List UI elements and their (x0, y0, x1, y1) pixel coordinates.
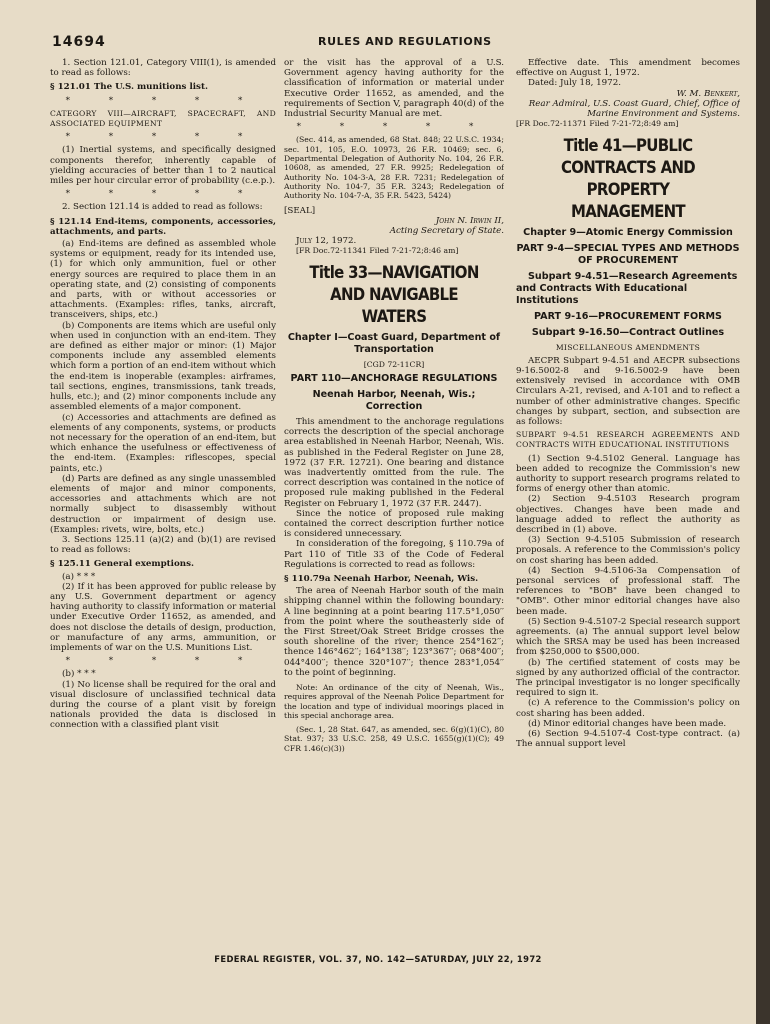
ellipsis-stars: * * * * * (65, 132, 261, 143)
signature-date: July 12, 1972. (296, 236, 357, 247)
paragraph: (1) Section 9-4.5102 General. Language has been added to recognize the Commission's new authority to support research programs related to forms of energy other than atomic. (516, 453, 740, 495)
paragraph: 3. Sections 125.11 (a)(2) and (b)(1) are revised to read as follows: (50, 534, 276, 556)
subpart-heading: Subpart 9-16.50—Contract Outlines (531, 326, 725, 338)
page-footer: FEDERAL REGISTER, VOL. 37, NO. 142—SATURDAY, JULY 22, 1972 (214, 954, 542, 964)
subpart-heading: Subpart 9-4.51—Research Agreements and Contracts With Educational Institutions (516, 270, 738, 306)
signer-name: W. M. Benkert, (676, 88, 740, 99)
part-heading: PART 110—ANCHORAGE REGULATIONS (290, 372, 498, 384)
running-head: RULES AND REGULATIONS (318, 35, 492, 48)
paragraph: (a) End-items are defined as assembled whole systems or equipment, ready for its intended use, (1) for which only ammunition, fuel or other energy sources are required to place them in an operating state, and (2) consisting of components and parts, with or without accessories or attachments. (Examples: rifles, tanks, aircraft, transceivers, ships, etc.) (50, 239, 276, 321)
paragraph: (1) No license shall be required for the oral and visual disclosure of unclassified technical data during the course of a plant visit by foreign nationals provided the data is disclosed in connection with a classified plant visit (50, 679, 276, 731)
docket-number: [CGD 72-11CR] (363, 359, 425, 369)
paragraph: This amendment to the anchorage regulations corrects the description of the special anchorage area established in Neenah Harbor, Neenah, Wis. as published in the Federal Register on June 28, 1972 (37 F.R. 12721). One bearing and distance was inadvertently omitted from the rule. The correct description was contained in the notice of proposed rule making published in the Federal Register on February 1, 1972 (37 F.R. 2447). (284, 416, 504, 509)
category-heading: CATEGORY VIII—AIRCRAFT, SPACECRAFT, AND ASSOCIATED EQUIPMENT (50, 108, 276, 129)
ellipsis-stars: * * * * * (65, 656, 261, 667)
chapter-heading: Chapter I—Coast Guard, Department of Transportation (287, 331, 501, 355)
paragraph: (c) Accessories and attachments are defined as elements of any components, systems, or products not necessary for the operation of an end-item, but which enhance the usefulness or effectiveness of the end-item. (Examples: riflescopes, special paints, etc.) (50, 412, 276, 474)
title-heading: Title 33—NAVIGATION AND NAVIGABLE WATERS (309, 262, 479, 327)
paragraph: (2) Section 9-4.5103 Research program objectives. Changes have been made and language added to reflect the authority as described in (1) above. (516, 494, 740, 535)
paragraph: (b) * * * (62, 669, 96, 680)
paragraph: (d) Parts are defined as any single unassembled elements of major and minor components, accessories and attachments which are not normally subject to disassembly without destruction or impairment of design use. (Examples: rivets, wire, bolts, etc.) (50, 473, 276, 535)
signer-title: Rear Admiral, U.S. Coast Guard, Chief, Office of Marine Environment and Systems. (528, 98, 740, 120)
column-1 (50, 58, 276, 930)
section-heading: § 121.14 End-items, components, accessories, attachments, and parts. (50, 216, 276, 237)
signer-title: Acting Secretary of State. (389, 225, 504, 236)
paragraph: (b) Components are items which are useful only when used in conjunction with an end-item. They are defined as either major or minor: (1) Major components include any assembled elements which form a portion of an end-item without which the end-item is inoperable (examples: airframes, tail sections, engines, transmissions, tank treads, hulls, etc.); and (2) minor components include any assembled elements of a major component. (50, 320, 276, 413)
column-2 (284, 58, 504, 930)
paragraph: (5) Section 9-4.5107-2 Special research support agreements. (a) The annual support level below which the SRSA may be used has been increased from $250,000 to $500,000. (516, 616, 740, 658)
fr-doc-line: [FR Doc.72-11341 Filed 7-21-72;8:46 am] (296, 246, 459, 256)
paragraph: In consideration of the foregoing, § 110.79a of Part 110 of Title 33 of the Code of Federal Regulations is corrected to read as follows: (284, 539, 504, 570)
paragraph: (2) If it has been approved for public release by any U.S. Government department or agency having authority to classify information or material under Executive Order 11652, as amended, and does not disclose the details of design, production, or manufacture of any arms, ammunition, or implements of war on the U.S. Munitions List. (50, 581, 276, 653)
citation: (Sec. 414, as amended, 68 Stat. 848; 22 U.S.C. 1934; sec. 101, 105, E.O. 10973, 26 F.R. 10469; sec. 6, Departmental Delegation of Authority No. 104, 26 F.R. 10608, as amended, 27 F.R. 9925; Redelegation of Authority No. 104-3-A, 28 F.R. 7231; Redelegation of Authority No. 104-7, 35 F.R. 3243; Redelegation of Authority No. 104-7-A, 35 F.R. 5423, 5424) (284, 135, 504, 201)
paragraph: (1) Inertial systems, and specifically designed components therefor, inherently capable of yielding accuracies of better than 1 to 2 nautical miles per hour circular error of probability (c.e.p.). (50, 145, 276, 187)
page-spine-shadow (756, 0, 770, 1024)
paragraph: (a) * * * (62, 571, 96, 582)
subject-heading: Neenah Harbor, Neenah, Wis.; Correction (312, 388, 476, 412)
paragraph: (c) A reference to the Commission's policy on cost sharing has been added. (516, 698, 740, 719)
fr-doc-line: [FR Doc.72-11371 Filed 7-21-72;8:49 am] (516, 119, 679, 129)
ellipsis-stars: * * * * * (296, 122, 492, 133)
signer-name: John N. Irwin II, (435, 215, 504, 226)
citation: (Sec. 1, 28 Stat. 647, as amended, sec. 6(g)(1)(C), 80 Stat. 937; 33 U.S.C. 258, 49 U.S.C. 1655(g)(1)(C); 49 CFR 1.46(c)(3)) (284, 725, 504, 753)
section-heading: § 110.79a Neenah Harbor, Neenah, Wis. (284, 573, 479, 584)
dated-line: Dated: July 18, 1972. (528, 78, 622, 89)
paragraph: (b) The certified statement of costs may be signed by any authorized official of the contractor. The principal investigator is no longer specifically required to sign it. (516, 657, 740, 699)
page-number: 14694 (52, 34, 106, 50)
paragraph: 2. Section 121.14 is added to read as follows: (62, 202, 263, 213)
ellipsis-stars: * * * * * (65, 189, 261, 200)
section-heading: § 121.01 The U.S. munitions list. (50, 82, 208, 93)
part-heading: PART 9-16—PROCUREMENT FORMS (534, 310, 722, 322)
paragraph: (3) Section 9-4.5105 Submission of research proposals. A reference to the Commission's policy on cost sharing has been added. (516, 535, 740, 566)
part-heading: PART 9-4—SPECIAL TYPES AND METHODS OF PROCUREMENT (516, 242, 740, 266)
note: Note: An ordinance of the city of Neenah, Wis., requires approval of the Neenah Police Department for the location and type of individual moorings placed in this special anchorage area. (284, 682, 504, 720)
paragraph: Since the notice of proposed rule making contained the correct description further notice is considered unnecessary. (284, 508, 504, 540)
paragraph: 1. Section 121.01, Category VIII(1), is amended to read as follows: (50, 58, 276, 79)
chapter-heading: Chapter 9—Atomic Energy Commission (523, 226, 733, 238)
paragraph: or the visit has the approval of a U.S. Government agency having authority for the classification of information or material under Executive Order 11652, as amended, and the requirements of Section V, paragraph 40(d) of the Industrial Security Manual are met. (284, 58, 504, 120)
column-3 (516, 58, 740, 930)
ellipsis-stars: * * * * * (65, 95, 261, 106)
effective-date: Effective date. This amendment becomes effective on August 1, 1972. (516, 58, 740, 79)
paragraph: (4) Section 9-4.5106-3a Compensation of personal services of professional staff. The references to "BOB" have been changed to "OMB". Other minor editorial changes have also been made. (516, 565, 740, 617)
title-heading: Title 41—PUBLIC CONTRACTS AND PROPERTY MANAGEMENT (560, 135, 696, 222)
paragraph: (d) Minor editorial changes have been made. (528, 718, 727, 729)
paragraph: (6) Section 9-4.5107-4 Cost-type contract. (a) The annual support level (516, 729, 740, 750)
misc-heading: MISCELLANEOUS AMENDMENTS (555, 342, 701, 352)
subpart-caption: SUBPART 9-4.51 RESEARCH AGREEMENTS AND CONTRACTS WITH EDUCATIONAL INSTITUTIONS (516, 430, 740, 450)
seal-mark: [SEAL] (284, 205, 316, 216)
paragraph: The area of Neenah Harbor south of the main shipping channel within the following boundary: A line beginning at a point bearing 117.5°1,050′′ from the point where the southeasterly side of the First Street/Oak Street Bridge crosses the south shoreline of the river; thence 254°162′′; thence 146°462′′; 164°138′′; 123°367′′; 068°400′′; 044°400′′; thence 320°107′′; thence 283°1,054′′ to the point of beginning. (284, 586, 504, 678)
paragraph: AECPR Subpart 9-4.51 and AECPR subsections 9-16.5002-8 and 9-16.5002-9 have been extensively revised in accordance with OMB Circulars A-21, revised, and A-101 and to reflect a number of other administrative changes. Specific changes by subpart, section, and subsection are as follows: (516, 355, 740, 427)
section-heading: § 125.11 General exemptions. (50, 559, 195, 570)
